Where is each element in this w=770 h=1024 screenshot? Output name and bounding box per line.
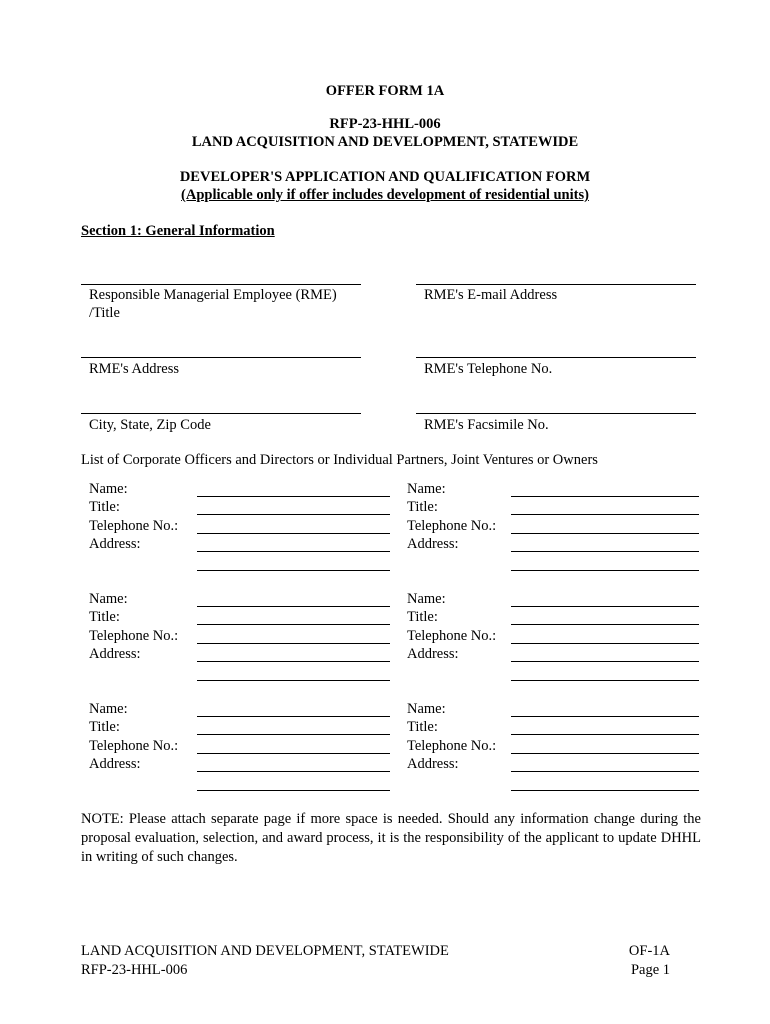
officers-intro: List of Corporate Officers and Directors or Individual Partners, Joint Ventures or Owners xyxy=(81,452,598,468)
rfp-number: RFP-23-HHL-006 xyxy=(329,116,441,132)
address-field[interactable] xyxy=(511,551,699,552)
name-label: Name: xyxy=(407,701,446,717)
officer-block-3 xyxy=(89,590,389,690)
rme-fax-field[interactable] xyxy=(416,413,696,414)
address-field[interactable] xyxy=(511,661,699,662)
footer-page-number: Page 1 xyxy=(630,962,670,978)
name-label: Name: xyxy=(89,591,128,607)
address-field[interactable] xyxy=(197,771,390,772)
address-label: Address: xyxy=(89,536,141,552)
telephone-label: Telephone No.: xyxy=(89,518,179,534)
rme-phone-field[interactable] xyxy=(416,357,696,358)
rme-email-field[interactable] xyxy=(416,284,696,285)
telephone-label: Telephone No.: xyxy=(407,628,497,644)
title-field[interactable] xyxy=(511,624,699,625)
title-label: Title: xyxy=(89,609,120,625)
name-field[interactable] xyxy=(197,606,390,607)
title-field[interactable] xyxy=(511,514,699,515)
city-state-zip-field[interactable] xyxy=(81,413,361,414)
address-label: Address: xyxy=(89,646,141,662)
title-field[interactable] xyxy=(197,734,390,735)
rme-title-label-line1: Responsible Managerial Employee (RME) xyxy=(89,287,337,303)
rme-title-label-line2: /Title xyxy=(89,305,120,321)
project-title: LAND ACQUISITION AND DEVELOPMENT, STATEWIDE xyxy=(191,134,579,150)
address-label: Address: xyxy=(407,756,459,772)
applicability-note xyxy=(0,187,770,204)
footer-project-title: LAND ACQUISITION AND DEVELOPMENT, STATEWIDE xyxy=(81,943,449,959)
officer-block-4 xyxy=(407,590,707,690)
applicability-text: (Applicable only if offer includes development of residential units) xyxy=(181,187,589,203)
name-label: Name: xyxy=(89,701,128,717)
title-label: Title: xyxy=(407,499,438,515)
note-paragraph: NOTE: Please attach separate page if more space is needed. Should any information change during the proposal evaluation, selection, and award process, it is the responsibility of the applicant to update DHHL in writing of such changes. xyxy=(81,811,701,865)
rme-phone-label: RME's Telephone No. xyxy=(424,361,553,377)
section-heading: Section 1: General Information xyxy=(81,223,275,239)
telephone-field[interactable] xyxy=(197,753,390,754)
telephone-label: Telephone No.: xyxy=(89,628,179,644)
name-field[interactable] xyxy=(511,606,699,607)
address-field[interactable] xyxy=(197,661,390,662)
footer-form-id: OF-1A xyxy=(628,943,670,959)
rme-fax-label: RME's Facsimile No. xyxy=(424,417,549,433)
address-label: Address: xyxy=(407,536,459,552)
name-label: Name: xyxy=(407,591,446,607)
name-field[interactable] xyxy=(511,496,699,497)
footer-left xyxy=(81,942,449,980)
city-state-zip-label: City, State, Zip Code xyxy=(89,417,211,433)
name-field[interactable] xyxy=(197,496,390,497)
officer-block-2 xyxy=(407,480,707,580)
title-label: Title: xyxy=(407,609,438,625)
name-field[interactable] xyxy=(511,716,699,717)
footer-right xyxy=(600,942,670,980)
form-title: OFFER FORM 1A xyxy=(325,83,445,99)
address-field[interactable] xyxy=(197,551,390,552)
title-field[interactable] xyxy=(197,624,390,625)
address-field-line2[interactable] xyxy=(511,680,699,681)
title-field[interactable] xyxy=(197,514,390,515)
form-name: DEVELOPER'S APPLICATION AND QUALIFICATION FORM xyxy=(179,169,591,185)
title-label: Title: xyxy=(407,719,438,735)
title-label: Title: xyxy=(89,719,120,735)
rme-address-label: RME's Address xyxy=(89,361,180,377)
address-field-line2[interactable] xyxy=(511,570,699,571)
address-field-line2[interactable] xyxy=(197,790,390,791)
rme-title-field[interactable] xyxy=(81,284,361,285)
telephone-label: Telephone No.: xyxy=(407,738,497,754)
address-field[interactable] xyxy=(511,771,699,772)
address-label: Address: xyxy=(89,756,141,772)
telephone-label: Telephone No.: xyxy=(89,738,179,754)
rme-address-field[interactable] xyxy=(81,357,361,358)
rme-email-label: RME's E-mail Address xyxy=(424,287,558,303)
title-label: Title: xyxy=(89,499,120,515)
title-field[interactable] xyxy=(511,734,699,735)
telephone-field[interactable] xyxy=(511,533,699,534)
name-label: Name: xyxy=(89,481,128,497)
officer-block-5 xyxy=(89,700,389,800)
address-field-line2[interactable] xyxy=(511,790,699,791)
telephone-field[interactable] xyxy=(511,643,699,644)
telephone-field[interactable] xyxy=(511,753,699,754)
telephone-field[interactable] xyxy=(197,643,390,644)
telephone-field[interactable] xyxy=(197,533,390,534)
address-field-line2[interactable] xyxy=(197,570,390,571)
name-field[interactable] xyxy=(197,716,390,717)
telephone-label: Telephone No.: xyxy=(407,518,497,534)
officer-block-1 xyxy=(89,480,389,580)
footer-rfp-number: RFP-23-HHL-006 xyxy=(81,962,188,978)
address-label: Address: xyxy=(407,646,459,662)
name-label: Name: xyxy=(407,481,446,497)
officer-block-6 xyxy=(407,700,707,800)
rme-title-label xyxy=(89,286,337,322)
address-field-line2[interactable] xyxy=(197,680,390,681)
